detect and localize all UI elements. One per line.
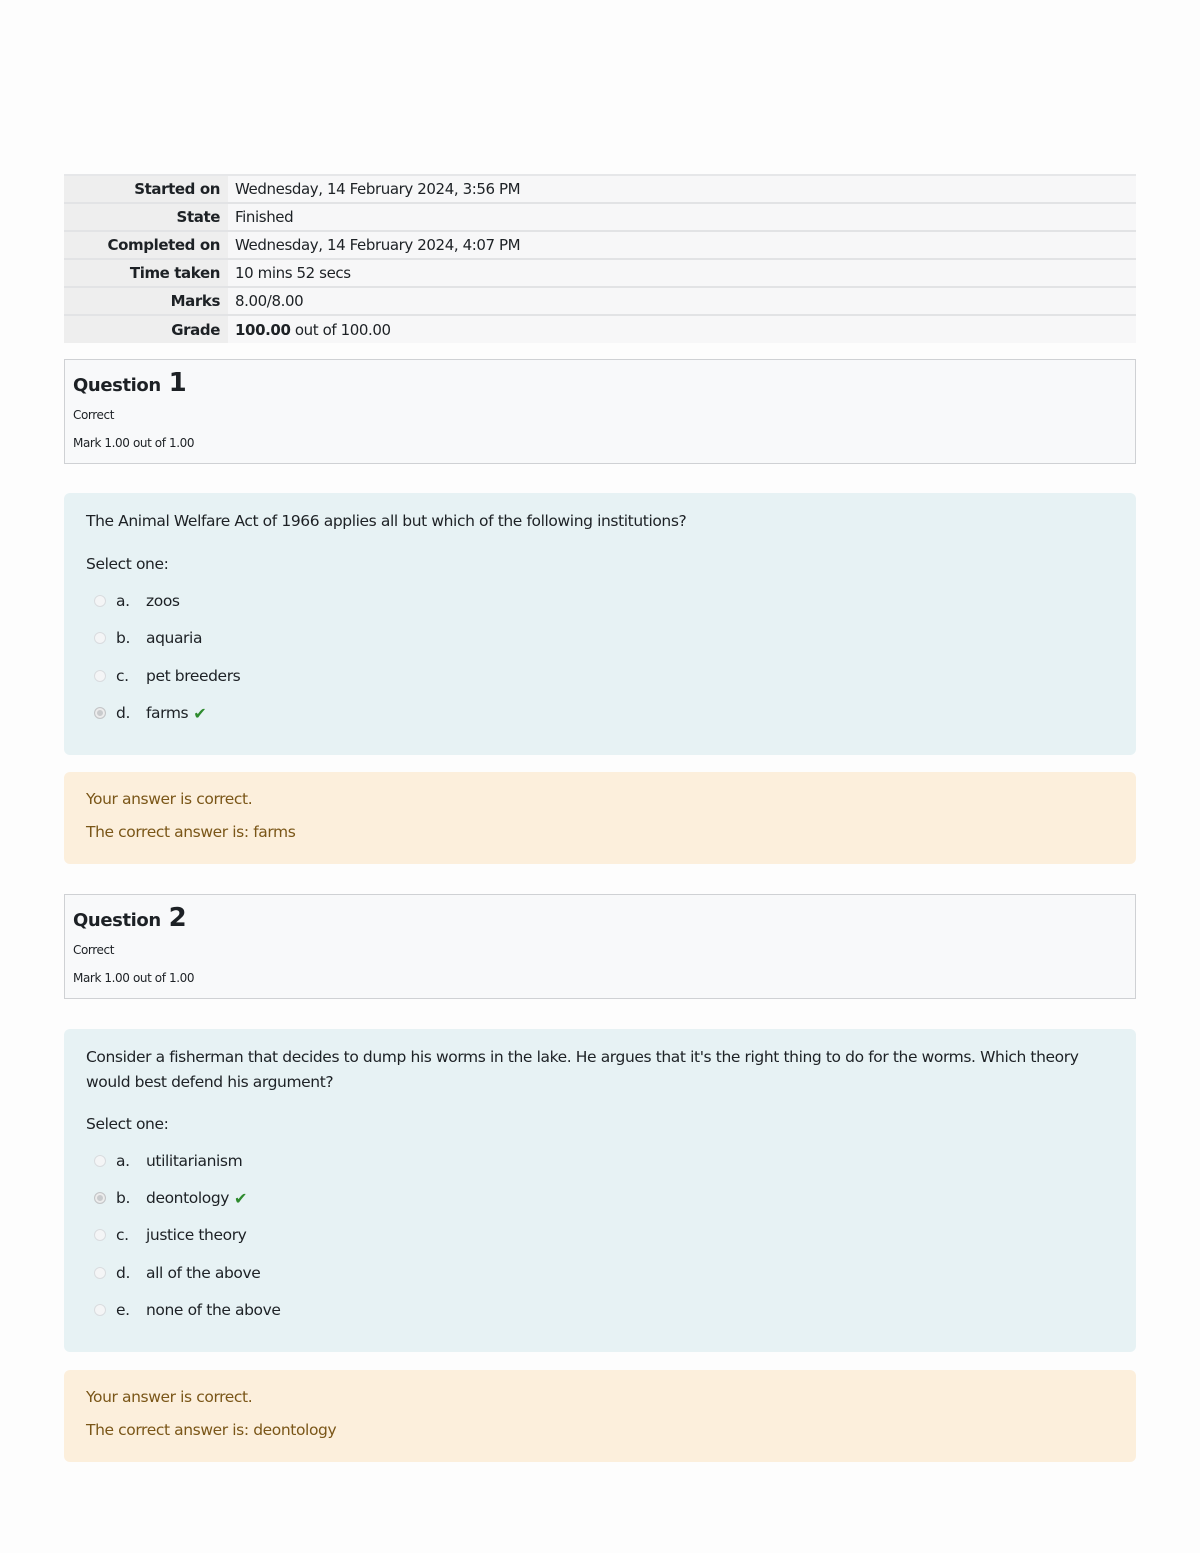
answer-option-d[interactable]	[94, 1262, 260, 1284]
option-letter: e.	[116, 1301, 130, 1319]
answer-option-d[interactable]	[94, 702, 206, 724]
option-label: none of the above	[146, 1301, 281, 1319]
question-number-value: 2	[168, 903, 187, 933]
question-1-feedback	[64, 772, 1136, 864]
question-state: Correct	[73, 408, 114, 422]
option-letter: b.	[116, 629, 130, 647]
summary-row-grade	[64, 315, 1136, 343]
summary-value: Finished	[228, 203, 1136, 231]
option-letter: d.	[116, 1264, 130, 1282]
radio-button[interactable]	[94, 1229, 106, 1241]
answer-option-b[interactable]	[94, 1187, 247, 1209]
summary-label: Marks	[64, 287, 228, 315]
checkmark-icon: ✔	[234, 1188, 248, 1208]
radio-button-selected[interactable]	[94, 1192, 106, 1204]
summary-value: 10 mins 52 secs	[228, 259, 1136, 287]
answer-option-c[interactable]	[94, 1224, 246, 1246]
question-label: Question	[73, 375, 161, 396]
select-prompt: Select one:	[86, 555, 169, 573]
option-letter: b.	[116, 1189, 130, 1207]
grade-out-of: out of 100.00	[290, 320, 391, 339]
radio-button-selected[interactable]	[94, 707, 106, 719]
question-mark: Mark 1.00 out of 1.00	[73, 971, 195, 985]
option-label: zoos	[146, 592, 180, 610]
radio-button[interactable]	[94, 1267, 106, 1279]
option-letter: a.	[116, 1152, 130, 1170]
option-label: farms	[146, 704, 189, 722]
question-text: The Animal Welfare Act of 1966 applies all but which of the following institutions?	[86, 512, 687, 530]
summary-row-completed	[64, 231, 1136, 259]
answer-option-a[interactable]	[94, 590, 180, 612]
radio-button[interactable]	[94, 595, 106, 607]
attempt-summary-table	[64, 174, 1136, 343]
summary-row-started	[64, 175, 1136, 203]
summary-row-state	[64, 203, 1136, 231]
right-answer-text: The correct answer is: deontology	[86, 1421, 337, 1439]
answer-option-c[interactable]	[94, 665, 240, 687]
question-number-value: 1	[168, 368, 187, 398]
question-text: Consider a fisherman that decides to dump his worms in the lake. He argues that it's the right thing to do for the worms. Which theory would best defend his argument?	[86, 1048, 1079, 1091]
question-label: Question	[73, 910, 161, 931]
option-label: utilitarianism	[146, 1152, 243, 1170]
radio-button[interactable]	[94, 632, 106, 644]
feedback-text: Your answer is correct.	[86, 790, 253, 808]
option-letter: a.	[116, 592, 130, 610]
summary-value: Wednesday, 14 February 2024, 4:07 PM	[228, 231, 1136, 259]
summary-row-time-taken	[64, 259, 1136, 287]
question-2-formulation	[64, 1029, 1136, 1352]
answer-option-e[interactable]	[94, 1299, 281, 1321]
question-number	[73, 903, 186, 933]
question-1-info	[64, 359, 1136, 464]
option-label: all of the above	[146, 1264, 261, 1282]
option-letter: d.	[116, 704, 130, 722]
question-2-feedback	[64, 1370, 1136, 1462]
answer-option-b[interactable]	[94, 627, 202, 649]
checkmark-icon: ✔	[193, 703, 207, 723]
grade-score: 100.00	[235, 320, 291, 339]
summary-label: Completed on	[64, 231, 228, 259]
summary-label: State	[64, 203, 228, 231]
right-answer-text: The correct answer is: farms	[86, 823, 296, 841]
option-label: pet breeders	[146, 667, 241, 685]
summary-row-marks	[64, 287, 1136, 315]
select-prompt: Select one:	[86, 1115, 169, 1133]
summary-label: Grade	[64, 315, 228, 343]
option-letter: c.	[116, 667, 129, 685]
summary-value: Wednesday, 14 February 2024, 3:56 PM	[228, 175, 1136, 203]
option-label: deontology	[146, 1189, 230, 1207]
answer-option-a[interactable]	[94, 1150, 242, 1172]
question-1-formulation	[64, 493, 1136, 755]
radio-button[interactable]	[94, 1155, 106, 1167]
question-number	[73, 368, 186, 398]
feedback-text: Your answer is correct.	[86, 1388, 253, 1406]
summary-label: Time taken	[64, 259, 228, 287]
radio-button[interactable]	[94, 670, 106, 682]
question-state: Correct	[73, 943, 114, 957]
option-letter: c.	[116, 1226, 129, 1244]
option-label: justice theory	[146, 1226, 247, 1244]
summary-label: Started on	[64, 175, 228, 203]
radio-button[interactable]	[94, 1304, 106, 1316]
summary-value	[228, 315, 1136, 343]
question-2-info	[64, 894, 1136, 999]
option-label: aquaria	[146, 629, 203, 647]
summary-value: 8.00/8.00	[228, 287, 1136, 315]
question-mark: Mark 1.00 out of 1.00	[73, 436, 195, 450]
